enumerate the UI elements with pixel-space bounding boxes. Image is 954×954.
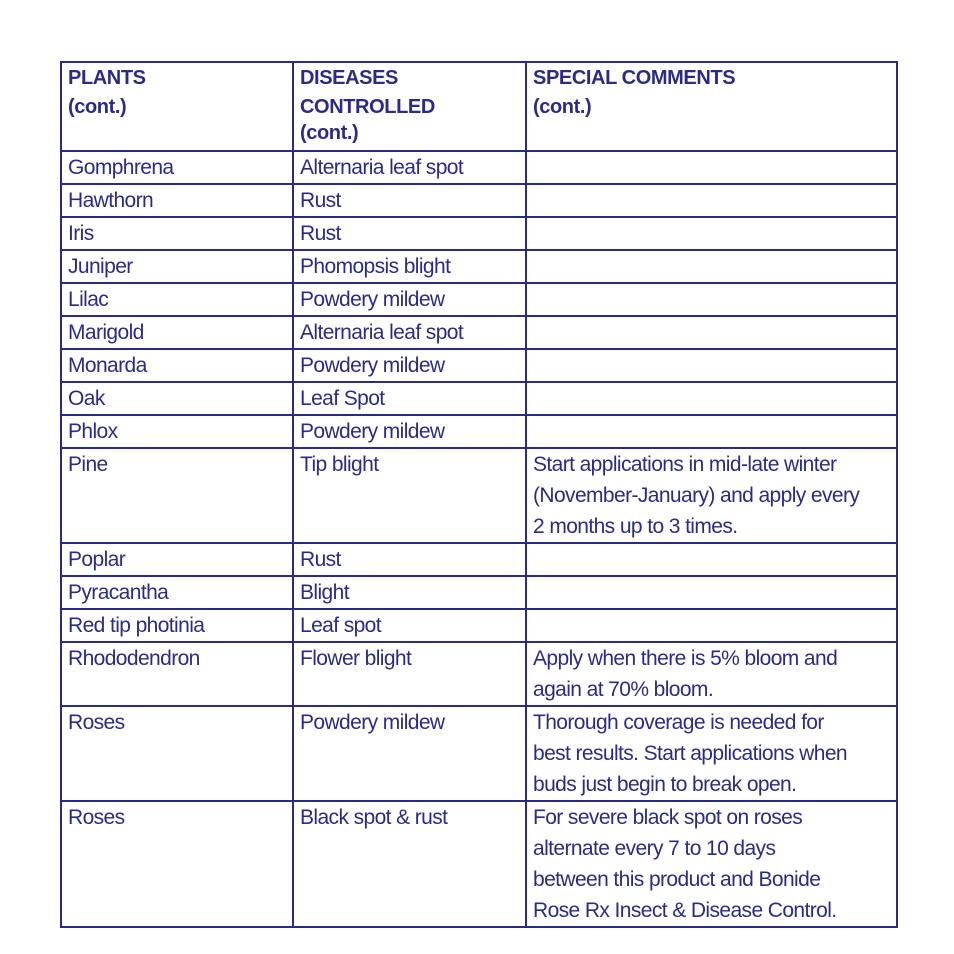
table-row [61,609,897,642]
comment-cell [526,250,897,283]
comment-line: 2 months up to 3 times. [533,515,738,538]
disease-cell: Black spot & rust [293,801,526,927]
disease-cell: Rust [293,184,526,217]
plant-cell: Pine [61,448,293,543]
plant-cell: Rhododendron [61,642,293,706]
comment-cell [526,576,897,609]
header-diseases-line: (cont.) [300,122,359,144]
disease-cell: Alternaria leaf spot [293,151,526,184]
table-row [61,184,897,217]
disease-cell: Powdery mildew [293,283,526,316]
table-row [61,217,897,250]
disease-cell: Leaf Spot [293,382,526,415]
plant-cell: Marigold [61,316,293,349]
table-row [61,448,897,543]
disease-cell: Powdery mildew [293,415,526,448]
comment-line: Rose Rx Insect & Disease Control. [533,899,837,922]
disease-cell: Tip blight [293,448,526,543]
plant-cell: Oak [61,382,293,415]
comment-line: again at 70% bloom. [533,678,714,701]
table-row [61,415,897,448]
comment-cell [526,382,897,415]
header-diseases [293,62,526,151]
header-diseases-line: CONTROLLED [300,96,435,118]
comment-cell [526,448,897,543]
table-row [61,382,897,415]
plant-cell: Phlox [61,415,293,448]
table-header-row [61,62,897,151]
comment-cell [526,217,897,250]
plant-cell: Pyracantha [61,576,293,609]
table-row [61,801,897,927]
disease-cell: Leaf spot [293,609,526,642]
header-plants-line: (cont.) [68,96,127,118]
comment-line: best results. Start applications when [533,742,847,765]
comment-cell [526,801,897,927]
disease-cell: Rust [293,543,526,576]
plant-cell: Hawthorn [61,184,293,217]
comment-cell [526,543,897,576]
plant-disease-table [60,61,898,928]
comment-line: buds just begin to break open. [533,773,797,796]
table-row [61,250,897,283]
table-row [61,316,897,349]
plant-cell: Iris [61,217,293,250]
plant-cell: Red tip photinia [61,609,293,642]
comment-line: (November-January) and apply every [533,484,860,507]
disease-cell: Flower blight [293,642,526,706]
comment-cell [526,642,897,706]
plant-cell: Gomphrena [61,151,293,184]
disease-cell: Powdery mildew [293,706,526,801]
header-comments-line: SPECIAL COMMENTS [533,67,736,89]
header-plants-line: PLANTS [68,67,146,89]
disease-cell: Alternaria leaf spot [293,316,526,349]
comment-line: Start applications in mid-late winter [533,453,837,476]
table-row [61,576,897,609]
comment-cell [526,151,897,184]
header-plants [61,62,293,151]
header-diseases-line: DISEASES [300,67,398,89]
comment-cell [526,415,897,448]
comment-cell [526,283,897,316]
comment-line: Apply when there is 5% bloom and [533,647,838,670]
plant-cell: Lilac [61,283,293,316]
table-row [61,642,897,706]
comment-cell [526,609,897,642]
disease-cell: Rust [293,217,526,250]
comment-line: Thorough coverage is needed for [533,711,824,734]
header-comments-line: (cont.) [533,96,592,118]
comment-cell [526,184,897,217]
disease-cell: Powdery mildew [293,349,526,382]
plant-cell: Poplar [61,543,293,576]
table-row [61,706,897,801]
plant-cell: Roses [61,706,293,801]
table-row [61,543,897,576]
table-row [61,151,897,184]
table-row [61,349,897,382]
table-row [61,283,897,316]
disease-cell: Phomopsis blight [293,250,526,283]
comment-line: alternate every 7 to 10 days [533,837,776,860]
comment-cell [526,316,897,349]
table-body [61,151,897,927]
comment-cell [526,349,897,382]
plant-cell: Monarda [61,349,293,382]
comment-line: between this product and Bonide [533,868,821,891]
header-comments [526,62,897,151]
plant-cell: Juniper [61,250,293,283]
comment-cell [526,706,897,801]
plant-cell: Roses [61,801,293,927]
disease-cell: Blight [293,576,526,609]
comment-line: For severe black spot on roses [533,806,803,829]
